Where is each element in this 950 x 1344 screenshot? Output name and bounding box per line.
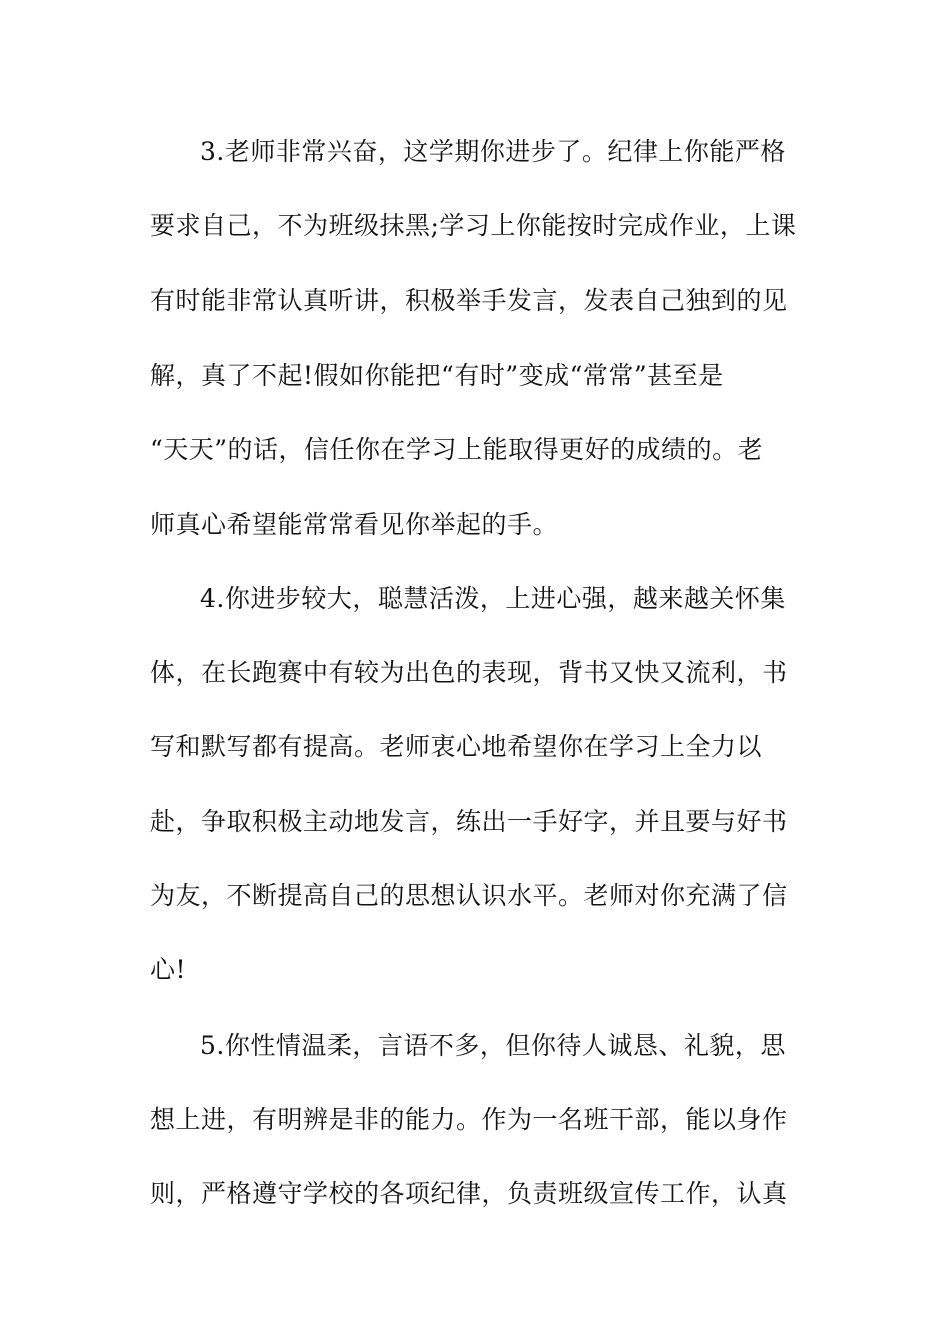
paragraph-3-line-4: 解，真了不起!假如你能把“有时”变成“常常”甚至是: [150, 361, 724, 390]
paragraph-3-line-1: 3.老师非常兴奋，这学期你进步了。纪律上你能严格: [200, 137, 786, 166]
paragraph-4-line-5: 为友，不断提高自己的思想认识水平。老师对你充满了信: [150, 881, 788, 910]
paragraph-4-line-3: 写和默写都有提高。老师衷心地希望你在学习上全力以: [150, 732, 763, 761]
paragraph-4-line-6: 心!: [150, 955, 187, 984]
paragraph-3-line-3: 有时能非常认真听讲，积极举手发言，发表自己独到的见: [150, 286, 788, 315]
paragraph-5-line-2: 想上进，有明辨是非的能力。作为一名班干部，能以身作: [150, 1105, 788, 1134]
paragraph-5-line-3: 则，严格遵守学校的各项纪律，负责班级宣传工作，认真: [150, 1179, 788, 1208]
paragraph-4-line-1: 4.你进步较大，聪慧活泼，上进心强，越来越关怀集: [200, 584, 786, 613]
paragraph-3-line-6: 师真心希望能常常看见你举起的手。: [150, 510, 559, 539]
paragraph-3-line-5: “天天”的话，信任你在学习上能取得更好的成绩的。老: [150, 435, 764, 464]
paragraph-3-line-2: 要求自己，不为班级抹黑;学习上你能按时完成作业，上课: [150, 211, 797, 240]
paragraph-4-line-2: 体，在长跑赛中有较为出色的表现，背书又快又流利，书: [150, 658, 788, 687]
paragraph-5-line-1: 5.你性情温柔，言语不多，但你待人诚恳、礼貌，思: [200, 1031, 786, 1060]
paragraph-4-line-4: 赴，争取积极主动地发言，练出一手好字，并且要与好书: [150, 807, 788, 836]
